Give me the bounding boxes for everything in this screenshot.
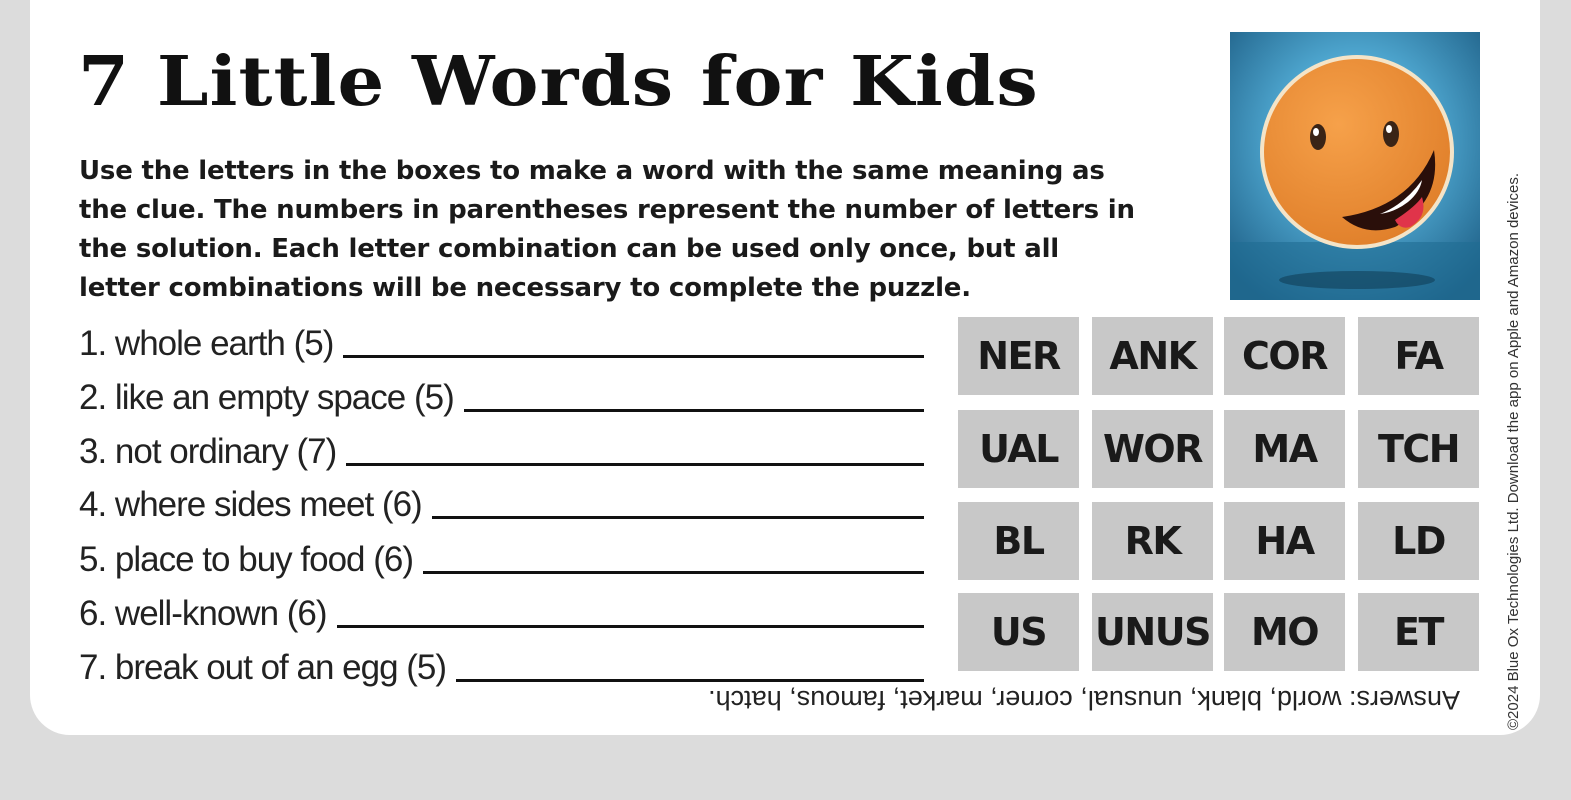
- letter-tile[interactable]: TCH: [1358, 410, 1479, 488]
- clue-row: [79, 424, 924, 474]
- clue-text: 3. not ordinary (7): [79, 432, 337, 471]
- smiley-face-icon: [1230, 32, 1480, 300]
- letter-tile[interactable]: ANK: [1092, 317, 1213, 395]
- puzzle-title: 7 Little Words for Kids: [78, 42, 1039, 122]
- letter-tile[interactable]: BL: [958, 502, 1079, 580]
- clue-text: 4. where sides meet (6): [79, 485, 422, 524]
- letter-tile[interactable]: NER: [958, 317, 1079, 395]
- answer-line[interactable]: [343, 355, 924, 358]
- letter-tile[interactable]: HA: [1224, 502, 1345, 580]
- clue-row: [79, 586, 924, 636]
- letter-tile[interactable]: ET: [1358, 593, 1479, 671]
- clue-text: 7. break out of an egg (5): [79, 648, 447, 687]
- letter-tile[interactable]: MA: [1224, 410, 1345, 488]
- answer-line[interactable]: [464, 409, 924, 412]
- clue-row: [79, 532, 924, 582]
- instructions-text: Use the letters in the boxes to make a word with the same meaning as the clue. The numbers in parentheses represent the number of letters in the solution. Each letter combination can be used only once, but all letter combinations will be necessary to complete the puzzle.: [79, 156, 1135, 303]
- copyright-text: ©2024 Blue Ox Technologies Ltd. Download the app on Apple and Amazon devices.: [1505, 173, 1522, 730]
- clue-text: 5. place to buy food (6): [79, 540, 413, 579]
- answer-line[interactable]: [346, 463, 924, 466]
- letter-tile[interactable]: UAL: [958, 410, 1079, 488]
- letter-tile[interactable]: US: [958, 593, 1079, 671]
- clue-row: [79, 316, 924, 366]
- clue-row: [79, 370, 924, 420]
- clue-text: 2. like an empty space (5): [79, 378, 454, 417]
- clue-text: 6. well-known (6): [79, 594, 327, 633]
- answer-line[interactable]: [432, 516, 924, 519]
- clue-text: 1. whole earth (5): [79, 324, 334, 363]
- mascot-image: [1230, 32, 1480, 300]
- answer-line[interactable]: [423, 571, 924, 574]
- letter-tile[interactable]: LD: [1358, 502, 1479, 580]
- answer-line[interactable]: [337, 625, 924, 628]
- letter-tile-grid: [958, 317, 1480, 671]
- letter-tile[interactable]: RK: [1092, 502, 1213, 580]
- upside-down-answers: Answers: world, blank, unusual, corner, market, famous, hatch.: [708, 685, 1460, 715]
- clue-row: [79, 477, 924, 527]
- letter-tile[interactable]: WOR: [1092, 410, 1213, 488]
- letter-tile[interactable]: COR: [1224, 317, 1345, 395]
- letter-tile[interactable]: UNUS: [1092, 593, 1213, 671]
- letter-tile[interactable]: FA: [1358, 317, 1479, 395]
- letter-tile[interactable]: MO: [1224, 593, 1345, 671]
